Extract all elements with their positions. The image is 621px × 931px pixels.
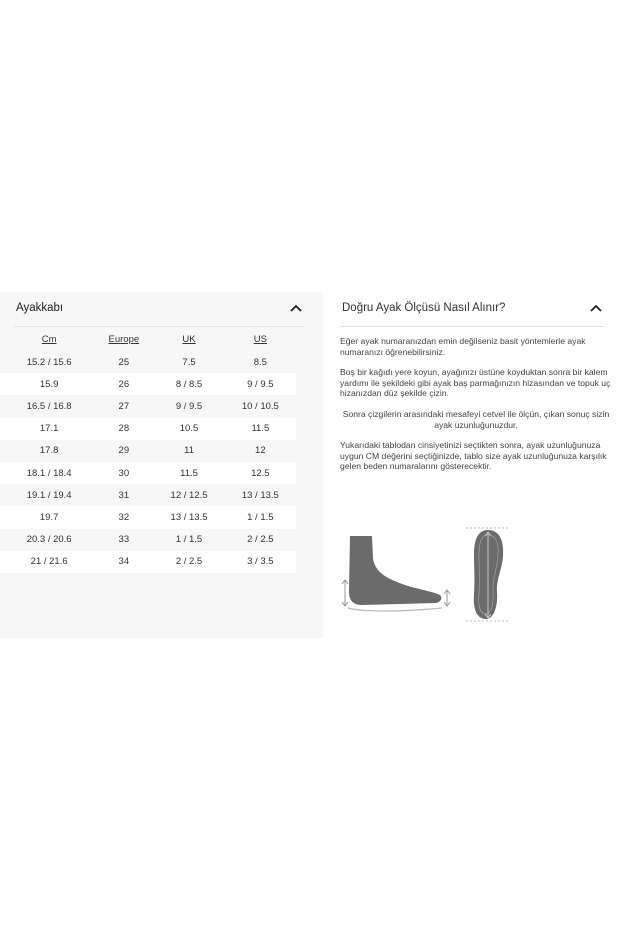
cell-us: 13 / 13.5 — [241, 489, 279, 501]
cell-cm: 17.1 — [0, 418, 94, 440]
cell-us: 1 / 1.5 — [225, 506, 296, 528]
chevron-up-icon[interactable] — [289, 303, 303, 313]
cell-uk: 9 / 9.5 — [175, 400, 203, 412]
cell-cm: 15.2 / 15.6 — [26, 356, 72, 368]
table-row — [0, 484, 296, 506]
cell-europe: 29 — [118, 445, 130, 457]
cell-cm: 18.1 / 18.4 — [0, 462, 94, 484]
cell-uk: 13 / 13.5 — [153, 506, 224, 528]
measure-guide-panel — [330, 292, 621, 638]
cell-uk: 12 / 12.5 — [170, 489, 208, 501]
chevron-up-icon[interactable] — [589, 303, 603, 313]
cell-europe: 28 — [94, 418, 153, 440]
cell-uk: 11 — [184, 445, 194, 457]
cell-cm: 21 / 21.6 — [0, 551, 94, 573]
cell-us: 12 — [255, 445, 266, 457]
column-header-uk: UK — [182, 334, 196, 345]
size-chart-header[interactable] — [14, 292, 305, 327]
cell-europe: 34 — [94, 551, 153, 573]
foot-sole-illustration — [466, 526, 510, 624]
cell-uk: 1 / 1.5 — [175, 534, 203, 546]
cell-us: 10 / 10.5 — [241, 400, 279, 412]
column-header-cm: Cm — [41, 334, 57, 345]
cell-cm: 17.8 — [39, 445, 59, 457]
table-row — [0, 551, 296, 573]
table-row — [0, 351, 296, 373]
cell-europe: 31 — [118, 489, 130, 501]
cell-cm: 19.1 / 19.4 — [26, 489, 72, 501]
cell-europe: 27 — [118, 400, 130, 412]
cell-uk: 8 / 8.5 — [153, 373, 224, 395]
cell-us: 9 / 9.5 — [225, 373, 296, 395]
foot-side-view-illustration — [342, 528, 452, 618]
size-table — [0, 328, 296, 573]
cell-us: 8.5 — [253, 356, 267, 368]
cell-europe: 25 — [118, 356, 130, 368]
cell-europe: 32 — [94, 506, 153, 528]
guide-paragraph: Sonra çizgilerin arasındaki mesafeyi cetvel ile ölçün, çıkan sonuç sizin ayak uzunluğunuzdur. — [342, 408, 610, 430]
cell-uk: 10.5 — [153, 418, 224, 440]
guide-paragraph: Boş bir kağıdı yere koyun, ayağınızı üstüne koyduktan sonra bir kalem yardımı ile şekildeki gibi ayak baş parmağınızın hizasından ve topuk uç hizanızdan düz şekilde çizin. — [340, 367, 611, 399]
table-header-row — [0, 328, 296, 351]
cell-europe: 30 — [94, 462, 153, 484]
measure-guide-header[interactable] — [340, 292, 605, 327]
cell-europe: 33 — [118, 534, 130, 546]
table-row — [0, 440, 296, 462]
measure-guide-title: Doğru Ayak Ölçüsü Nasıl Alınır? — [342, 302, 506, 314]
cell-cm: 20.3 / 20.6 — [26, 534, 72, 546]
cell-uk: 11.5 — [153, 462, 224, 484]
cell-us: 11.5 — [225, 418, 296, 440]
guide-paragraph: Yukarıdaki tablodan cinsiyetinizi seçtikten sonra, ayak uzunluğunuza uygun CM değerini seçtiğinizde, tablo size ayak uzunluğunuza karşılık gelen beden numaralarını gösterecektir. — [340, 440, 607, 472]
cell-us: 2 / 2.5 — [247, 534, 274, 546]
cell-cm: 19.7 — [0, 506, 94, 528]
table-row — [0, 529, 296, 551]
cell-cm: 15.9 — [0, 373, 94, 395]
size-chart-title: Ayakkabı — [16, 302, 64, 314]
measure-guide-text — [340, 336, 612, 482]
table-row — [0, 506, 296, 528]
table-row — [0, 373, 296, 395]
cell-uk: 2 / 2.5 — [153, 551, 224, 573]
size-chart-panel — [0, 292, 323, 638]
table-row — [0, 395, 296, 417]
cell-europe: 26 — [94, 373, 153, 395]
column-header-europe: Europe — [108, 334, 140, 345]
table-row — [0, 462, 296, 484]
table-row — [0, 418, 296, 440]
cell-us: 3 / 3.5 — [225, 551, 296, 573]
cell-cm: 16.5 / 16.8 — [26, 400, 72, 412]
cell-uk: 7.5 — [182, 356, 196, 368]
column-header-us: US — [253, 334, 267, 345]
guide-paragraph: Eğer ayak numaranızdan emin değilseniz basit yöntemlerle ayak numaranızı öğrenebilirsiniz. — [340, 336, 586, 357]
cell-us: 12.5 — [225, 462, 296, 484]
